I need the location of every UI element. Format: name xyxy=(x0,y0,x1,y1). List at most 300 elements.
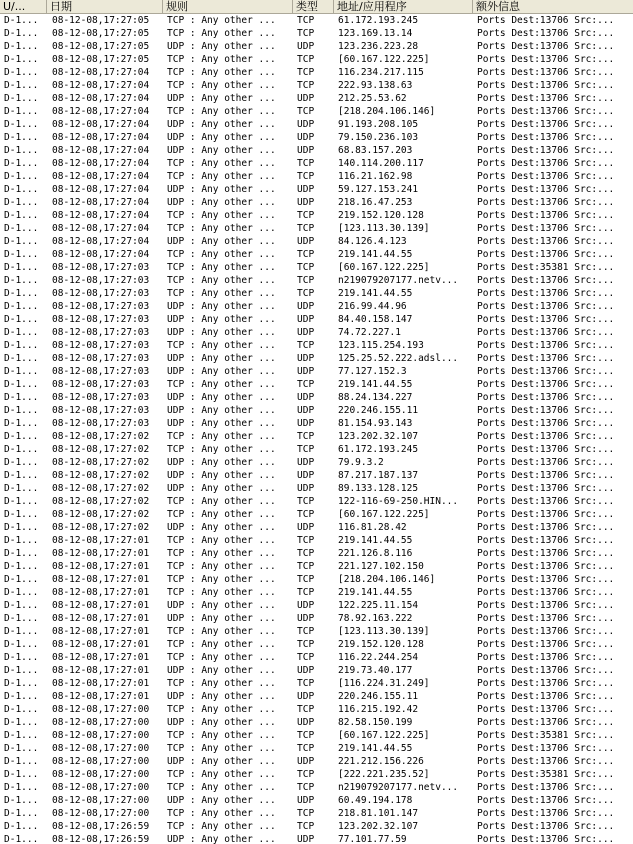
cell-rule: UDP : Any other ... xyxy=(167,795,276,806)
table-row[interactable] xyxy=(0,14,633,27)
cell-rule: TCP : Any other ... xyxy=(167,210,276,221)
table-row[interactable] xyxy=(0,378,633,391)
cell-user: D-1... xyxy=(4,678,39,689)
cell-date: 08-12-08,17:27:02 xyxy=(52,431,150,442)
cell-type: TCP xyxy=(297,28,315,39)
cell-rule: TCP : Any other ... xyxy=(167,743,276,754)
cell-address: 79.9.3.2 xyxy=(338,457,384,468)
cell-extra-info: Ports Dest:13706 Src:... xyxy=(477,392,615,403)
cell-type: TCP xyxy=(297,626,315,637)
cell-user: D-1... xyxy=(4,379,39,390)
table-row[interactable] xyxy=(0,391,633,404)
cell-extra-info: Ports Dest:13706 Src:... xyxy=(477,145,615,156)
cell-rule: UDP : Any other ... xyxy=(167,834,276,844)
cell-date: 08-12-08,17:27:04 xyxy=(52,184,150,195)
cell-extra-info: Ports Dest:13706 Src:... xyxy=(477,457,615,468)
cell-type: UDP xyxy=(297,119,315,130)
cell-type: UDP xyxy=(297,327,315,338)
cell-type: UDP xyxy=(297,41,315,52)
cell-user: D-1... xyxy=(4,522,39,533)
cell-rule: UDP : Any other ... xyxy=(167,522,276,533)
cell-type: UDP xyxy=(297,405,315,416)
table-row[interactable] xyxy=(0,287,633,300)
column-header-rule[interactable]: 规则 xyxy=(163,0,293,13)
table-row[interactable] xyxy=(0,105,633,118)
cell-extra-info: Ports Dest:13706 Src:... xyxy=(477,652,615,663)
cell-type: TCP xyxy=(297,535,315,546)
table-row[interactable] xyxy=(0,313,633,326)
cell-rule: UDP : Any other ... xyxy=(167,717,276,728)
cell-user: D-1... xyxy=(4,769,39,780)
cell-date: 08-12-08,17:27:04 xyxy=(52,171,150,182)
table-row[interactable] xyxy=(0,651,633,664)
cell-type: UDP xyxy=(297,613,315,624)
table-row[interactable] xyxy=(0,703,633,716)
cell-user: D-1... xyxy=(4,535,39,546)
cell-user: D-1... xyxy=(4,626,39,637)
cell-user: D-1... xyxy=(4,210,39,221)
cell-address: 216.99.44.96 xyxy=(338,301,407,312)
cell-rule: TCP : Any other ... xyxy=(167,561,276,572)
cell-rule: TCP : Any other ... xyxy=(167,769,276,780)
cell-date: 08-12-08,17:27:01 xyxy=(52,600,150,611)
cell-date: 08-12-08,17:26:59 xyxy=(52,834,150,844)
cell-date: 08-12-08,17:27:02 xyxy=(52,457,150,468)
table-row[interactable] xyxy=(0,365,633,378)
table-row[interactable] xyxy=(0,157,633,170)
table-row[interactable] xyxy=(0,781,633,794)
cell-user: D-1... xyxy=(4,236,39,247)
cell-date: 08-12-08,17:27:04 xyxy=(52,93,150,104)
cell-address: 219.152.120.128 xyxy=(338,639,424,650)
table-row[interactable] xyxy=(0,443,633,456)
cell-date: 08-12-08,17:27:01 xyxy=(52,691,150,702)
cell-extra-info: Ports Dest:13706 Src:... xyxy=(477,444,615,455)
cell-address: 82.58.150.199 xyxy=(338,717,413,728)
table-row[interactable] xyxy=(0,729,633,742)
table-row[interactable] xyxy=(0,183,633,196)
cell-rule: TCP : Any other ... xyxy=(167,496,276,507)
cell-date: 08-12-08,17:27:05 xyxy=(52,41,150,52)
table-row[interactable] xyxy=(0,742,633,755)
cell-type: TCP xyxy=(297,509,315,520)
cell-rule: TCP : Any other ... xyxy=(167,821,276,832)
cell-date: 08-12-08,17:27:00 xyxy=(52,795,150,806)
table-row[interactable] xyxy=(0,547,633,560)
cell-extra-info: Ports Dest:13706 Src:... xyxy=(477,743,615,754)
cell-user: D-1... xyxy=(4,119,39,130)
cell-rule: UDP : Any other ... xyxy=(167,613,276,624)
cell-address: [123.113.30.139] xyxy=(338,223,430,234)
cell-rule: TCP : Any other ... xyxy=(167,379,276,390)
cell-address: [123.113.30.139] xyxy=(338,626,430,637)
cell-date: 08-12-08,17:27:00 xyxy=(52,704,150,715)
cell-user: D-1... xyxy=(4,392,39,403)
cell-user: D-1... xyxy=(4,587,39,598)
cell-rule: TCP : Any other ... xyxy=(167,730,276,741)
table-row[interactable] xyxy=(0,339,633,352)
cell-extra-info: Ports Dest:13706 Src:... xyxy=(477,54,615,65)
cell-rule: TCP : Any other ... xyxy=(167,28,276,39)
column-header-user[interactable]: U/... xyxy=(0,0,47,13)
table-row[interactable] xyxy=(0,716,633,729)
cell-rule: UDP : Any other ... xyxy=(167,418,276,429)
cell-address: [218.204.106.146] xyxy=(338,574,436,585)
table-row[interactable] xyxy=(0,352,633,365)
cell-type: TCP xyxy=(297,340,315,351)
cell-user: D-1... xyxy=(4,613,39,624)
table-row[interactable] xyxy=(0,92,633,105)
cell-address: 212.25.53.62 xyxy=(338,93,407,104)
table-row[interactable] xyxy=(0,261,633,274)
cell-extra-info: Ports Dest:13706 Src:... xyxy=(477,782,615,793)
cell-address: 123.236.223.28 xyxy=(338,41,419,52)
cell-address: 74.72.227.1 xyxy=(338,327,401,338)
cell-user: D-1... xyxy=(4,509,39,520)
table-row[interactable] xyxy=(0,274,633,287)
cell-address: 61.172.193.245 xyxy=(338,444,419,455)
table-row[interactable] xyxy=(0,482,633,495)
table-row[interactable] xyxy=(0,495,633,508)
cell-address: 116.215.192.42 xyxy=(338,704,419,715)
cell-extra-info: Ports Dest:13706 Src:... xyxy=(477,93,615,104)
cell-date: 08-12-08,17:27:04 xyxy=(52,145,150,156)
cell-address: 77.127.152.3 xyxy=(338,366,407,377)
cell-rule: UDP : Any other ... xyxy=(167,691,276,702)
cell-type: UDP xyxy=(297,756,315,767)
table-row[interactable] xyxy=(0,66,633,79)
column-header-date[interactable]: 日期 xyxy=(47,0,163,13)
cell-date: 08-12-08,17:27:05 xyxy=(52,15,150,26)
table-row[interactable] xyxy=(0,430,633,443)
cell-type: TCP xyxy=(297,730,315,741)
cell-address: 123.115.254.193 xyxy=(338,340,424,351)
cell-date: 08-12-08,17:27:04 xyxy=(52,106,150,117)
table-row[interactable] xyxy=(0,222,633,235)
table-row[interactable] xyxy=(0,612,633,625)
cell-rule: UDP : Any other ... xyxy=(167,314,276,325)
cell-type: TCP xyxy=(297,587,315,598)
cell-rule: UDP : Any other ... xyxy=(167,470,276,481)
cell-address: 68.83.157.203 xyxy=(338,145,413,156)
cell-type: TCP xyxy=(297,548,315,559)
table-row[interactable] xyxy=(0,521,633,534)
cell-address: 78.92.163.222 xyxy=(338,613,413,624)
cell-rule: TCP : Any other ... xyxy=(167,431,276,442)
cell-user: D-1... xyxy=(4,808,39,819)
cell-rule: TCP : Any other ... xyxy=(167,67,276,78)
cell-address: 123.169.13.14 xyxy=(338,28,413,39)
cell-date: 08-12-08,17:27:03 xyxy=(52,327,150,338)
table-row[interactable] xyxy=(0,40,633,53)
cell-address: 219.152.120.128 xyxy=(338,210,424,221)
cell-address: 221.127.102.150 xyxy=(338,561,424,572)
table-row[interactable] xyxy=(0,469,633,482)
cell-extra-info: Ports Dest:13706 Src:... xyxy=(477,678,615,689)
cell-user: D-1... xyxy=(4,262,39,273)
cell-type: TCP xyxy=(297,106,315,117)
cell-date: 08-12-08,17:27:04 xyxy=(52,249,150,260)
cell-user: D-1... xyxy=(4,405,39,416)
cell-type: UDP xyxy=(297,470,315,481)
cell-address: 219.141.44.55 xyxy=(338,587,413,598)
cell-extra-info: Ports Dest:13706 Src:... xyxy=(477,808,615,819)
cell-extra-info: Ports Dest:13706 Src:... xyxy=(477,626,615,637)
cell-user: D-1... xyxy=(4,54,39,65)
cell-date: 08-12-08,17:27:04 xyxy=(52,223,150,234)
cell-user: D-1... xyxy=(4,197,39,208)
cell-type: TCP xyxy=(297,639,315,650)
log-table-header xyxy=(0,0,633,14)
cell-extra-info: Ports Dest:13706 Src:... xyxy=(477,340,615,351)
table-row[interactable] xyxy=(0,586,633,599)
cell-extra-info: Ports Dest:13706 Src:... xyxy=(477,405,615,416)
cell-address: 219.141.44.55 xyxy=(338,288,413,299)
cell-user: D-1... xyxy=(4,457,39,468)
cell-extra-info: Ports Dest:13706 Src:... xyxy=(477,301,615,312)
cell-address: [60.167.122.225] xyxy=(338,730,430,741)
table-row[interactable] xyxy=(0,235,633,248)
cell-extra-info: Ports Dest:13706 Src:... xyxy=(477,470,615,481)
cell-extra-info: Ports Dest:13706 Src:... xyxy=(477,171,615,182)
table-row[interactable] xyxy=(0,53,633,66)
table-row[interactable] xyxy=(0,508,633,521)
cell-extra-info: Ports Dest:13706 Src:... xyxy=(477,67,615,78)
table-row[interactable] xyxy=(0,625,633,638)
cell-type: TCP xyxy=(297,275,315,286)
cell-extra-info: Ports Dest:13706 Src:... xyxy=(477,522,615,533)
cell-type: TCP xyxy=(297,171,315,182)
cell-rule: TCP : Any other ... xyxy=(167,535,276,546)
cell-address: 77.101.77.59 xyxy=(338,834,407,844)
table-row[interactable] xyxy=(0,534,633,547)
cell-extra-info: Ports Dest:13706 Src:... xyxy=(477,28,615,39)
cell-rule: UDP : Any other ... xyxy=(167,184,276,195)
cell-rule: UDP : Any other ... xyxy=(167,327,276,338)
cell-address: 88.24.134.227 xyxy=(338,392,413,403)
cell-extra-info: Ports Dest:13706 Src:... xyxy=(477,600,615,611)
table-row[interactable] xyxy=(0,417,633,430)
table-row[interactable] xyxy=(0,755,633,768)
table-row[interactable] xyxy=(0,456,633,469)
cell-date: 08-12-08,17:27:04 xyxy=(52,158,150,169)
cell-address: 59.127.153.241 xyxy=(338,184,419,195)
cell-rule: UDP : Any other ... xyxy=(167,392,276,403)
cell-user: D-1... xyxy=(4,15,39,26)
cell-extra-info: Ports Dest:13706 Src:... xyxy=(477,210,615,221)
cell-address: 219.141.44.55 xyxy=(338,535,413,546)
cell-extra-info: Ports Dest:35381 Src:... xyxy=(477,769,615,780)
cell-address: [60.167.122.225] xyxy=(338,262,430,273)
cell-rule: UDP : Any other ... xyxy=(167,457,276,468)
cell-type: UDP xyxy=(297,691,315,702)
table-row[interactable] xyxy=(0,248,633,261)
cell-date: 08-12-08,17:27:01 xyxy=(52,678,150,689)
cell-type: TCP xyxy=(297,15,315,26)
cell-date: 08-12-08,17:27:00 xyxy=(52,717,150,728)
cell-rule: TCP : Any other ... xyxy=(167,171,276,182)
column-header-type[interactable]: 类型 xyxy=(293,0,334,13)
cell-extra-info: Ports Dest:13706 Src:... xyxy=(477,80,615,91)
cell-extra-info: Ports Dest:13706 Src:... xyxy=(477,366,615,377)
cell-type: TCP xyxy=(297,249,315,260)
cell-address: 81.154.93.143 xyxy=(338,418,413,429)
cell-date: 08-12-08,17:27:04 xyxy=(52,236,150,247)
cell-user: D-1... xyxy=(4,600,39,611)
cell-user: D-1... xyxy=(4,314,39,325)
table-row[interactable] xyxy=(0,664,633,677)
cell-user: D-1... xyxy=(4,184,39,195)
table-row[interactable] xyxy=(0,404,633,417)
cell-address: 220.246.155.11 xyxy=(338,691,419,702)
cell-user: D-1... xyxy=(4,574,39,585)
cell-user: D-1... xyxy=(4,743,39,754)
cell-user: D-1... xyxy=(4,340,39,351)
cell-address: 61.172.193.245 xyxy=(338,15,419,26)
cell-extra-info: Ports Dest:13706 Src:... xyxy=(477,275,615,286)
table-row[interactable] xyxy=(0,599,633,612)
cell-date: 08-12-08,17:27:03 xyxy=(52,366,150,377)
cell-rule: UDP : Any other ... xyxy=(167,353,276,364)
table-row[interactable] xyxy=(0,560,633,573)
cell-user: D-1... xyxy=(4,223,39,234)
cell-extra-info: Ports Dest:13706 Src:... xyxy=(477,288,615,299)
table-row[interactable] xyxy=(0,209,633,222)
column-header-extra-info[interactable]: 额外信息 xyxy=(476,0,520,13)
cell-type: UDP xyxy=(297,418,315,429)
cell-date: 08-12-08,17:27:04 xyxy=(52,197,150,208)
table-row[interactable] xyxy=(0,638,633,651)
table-row[interactable] xyxy=(0,768,633,781)
cell-user: D-1... xyxy=(4,756,39,767)
cell-extra-info: Ports Dest:13706 Src:... xyxy=(477,535,615,546)
cell-user: D-1... xyxy=(4,28,39,39)
table-row[interactable] xyxy=(0,690,633,703)
cell-user: D-1... xyxy=(4,548,39,559)
table-row[interactable] xyxy=(0,118,633,131)
cell-user: D-1... xyxy=(4,834,39,844)
table-row[interactable] xyxy=(0,170,633,183)
cell-type: TCP xyxy=(297,288,315,299)
cell-date: 08-12-08,17:27:01 xyxy=(52,548,150,559)
cell-user: D-1... xyxy=(4,782,39,793)
cell-address: 218.81.101.147 xyxy=(338,808,419,819)
cell-address: 122-116-69-250.HIN... xyxy=(338,496,459,507)
cell-type: TCP xyxy=(297,80,315,91)
cell-type: TCP xyxy=(297,678,315,689)
cell-date: 08-12-08,17:27:01 xyxy=(52,665,150,676)
cell-date: 08-12-08,17:27:03 xyxy=(52,418,150,429)
table-row[interactable] xyxy=(0,833,633,844)
cell-address: 116.81.28.42 xyxy=(338,522,407,533)
column-header-address[interactable]: 地址/应用程序 xyxy=(334,0,473,13)
cell-type: UDP xyxy=(297,353,315,364)
cell-rule: TCP : Any other ... xyxy=(167,574,276,585)
cell-address: 125.25.52.222.adsl... xyxy=(338,353,459,364)
cell-extra-info: Ports Dest:13706 Src:... xyxy=(477,834,615,844)
cell-rule: UDP : Any other ... xyxy=(167,405,276,416)
cell-address: 222.93.138.63 xyxy=(338,80,413,91)
cell-extra-info: Ports Dest:13706 Src:... xyxy=(477,496,615,507)
cell-user: D-1... xyxy=(4,418,39,429)
cell-date: 08-12-08,17:27:02 xyxy=(52,444,150,455)
cell-type: TCP xyxy=(297,158,315,169)
cell-extra-info: Ports Dest:13706 Src:... xyxy=(477,574,615,585)
cell-date: 08-12-08,17:27:02 xyxy=(52,496,150,507)
cell-date: 08-12-08,17:27:03 xyxy=(52,340,150,351)
table-row[interactable] xyxy=(0,677,633,690)
cell-user: D-1... xyxy=(4,366,39,377)
cell-address: [60.167.122.225] xyxy=(338,509,430,520)
cell-rule: UDP : Any other ... xyxy=(167,301,276,312)
cell-rule: TCP : Any other ... xyxy=(167,808,276,819)
cell-rule: TCP : Any other ... xyxy=(167,340,276,351)
cell-user: D-1... xyxy=(4,41,39,52)
cell-date: 08-12-08,17:27:03 xyxy=(52,275,150,286)
cell-rule: UDP : Any other ... xyxy=(167,93,276,104)
table-row[interactable] xyxy=(0,300,633,313)
cell-extra-info: Ports Dest:13706 Src:... xyxy=(477,821,615,832)
cell-extra-info: Ports Dest:13706 Src:... xyxy=(477,379,615,390)
table-row[interactable] xyxy=(0,794,633,807)
cell-type: UDP xyxy=(297,392,315,403)
table-row[interactable] xyxy=(0,326,633,339)
cell-type: UDP xyxy=(297,366,315,377)
table-row[interactable] xyxy=(0,79,633,92)
cell-address: 221.212.156.226 xyxy=(338,756,424,767)
cell-type: UDP xyxy=(297,301,315,312)
cell-address: [218.204.106.146] xyxy=(338,106,436,117)
cell-user: D-1... xyxy=(4,249,39,260)
log-table-body xyxy=(0,14,633,844)
cell-date: 08-12-08,17:27:03 xyxy=(52,405,150,416)
cell-rule: TCP : Any other ... xyxy=(167,678,276,689)
cell-type: UDP xyxy=(297,314,315,325)
cell-user: D-1... xyxy=(4,80,39,91)
cell-user: D-1... xyxy=(4,275,39,286)
cell-extra-info: Ports Dest:13706 Src:... xyxy=(477,119,615,130)
table-row[interactable] xyxy=(0,573,633,586)
cell-date: 08-12-08,17:27:02 xyxy=(52,509,150,520)
cell-rule: UDP : Any other ... xyxy=(167,119,276,130)
cell-date: 08-12-08,17:27:00 xyxy=(52,808,150,819)
cell-address: 219.141.44.55 xyxy=(338,249,413,260)
cell-rule: TCP : Any other ... xyxy=(167,288,276,299)
cell-rule: UDP : Any other ... xyxy=(167,600,276,611)
cell-extra-info: Ports Dest:13706 Src:... xyxy=(477,158,615,169)
table-row[interactable] xyxy=(0,820,633,833)
cell-rule: TCP : Any other ... xyxy=(167,275,276,286)
cell-type: UDP xyxy=(297,132,315,143)
cell-type: UDP xyxy=(297,483,315,494)
table-row[interactable] xyxy=(0,27,633,40)
cell-date: 08-12-08,17:27:01 xyxy=(52,561,150,572)
cell-extra-info: Ports Dest:35381 Src:... xyxy=(477,730,615,741)
table-row[interactable] xyxy=(0,131,633,144)
table-row[interactable] xyxy=(0,144,633,157)
cell-type: UDP xyxy=(297,197,315,208)
cell-rule: TCP : Any other ... xyxy=(167,158,276,169)
cell-user: D-1... xyxy=(4,67,39,78)
table-row[interactable] xyxy=(0,807,633,820)
table-row[interactable] xyxy=(0,196,633,209)
cell-extra-info: Ports Dest:13706 Src:... xyxy=(477,756,615,767)
cell-type: UDP xyxy=(297,145,315,156)
cell-address: 122.225.11.154 xyxy=(338,600,419,611)
cell-address: [60.167.122.225] xyxy=(338,54,430,65)
cell-rule: TCP : Any other ... xyxy=(167,652,276,663)
cell-address: 91.193.208.105 xyxy=(338,119,419,130)
